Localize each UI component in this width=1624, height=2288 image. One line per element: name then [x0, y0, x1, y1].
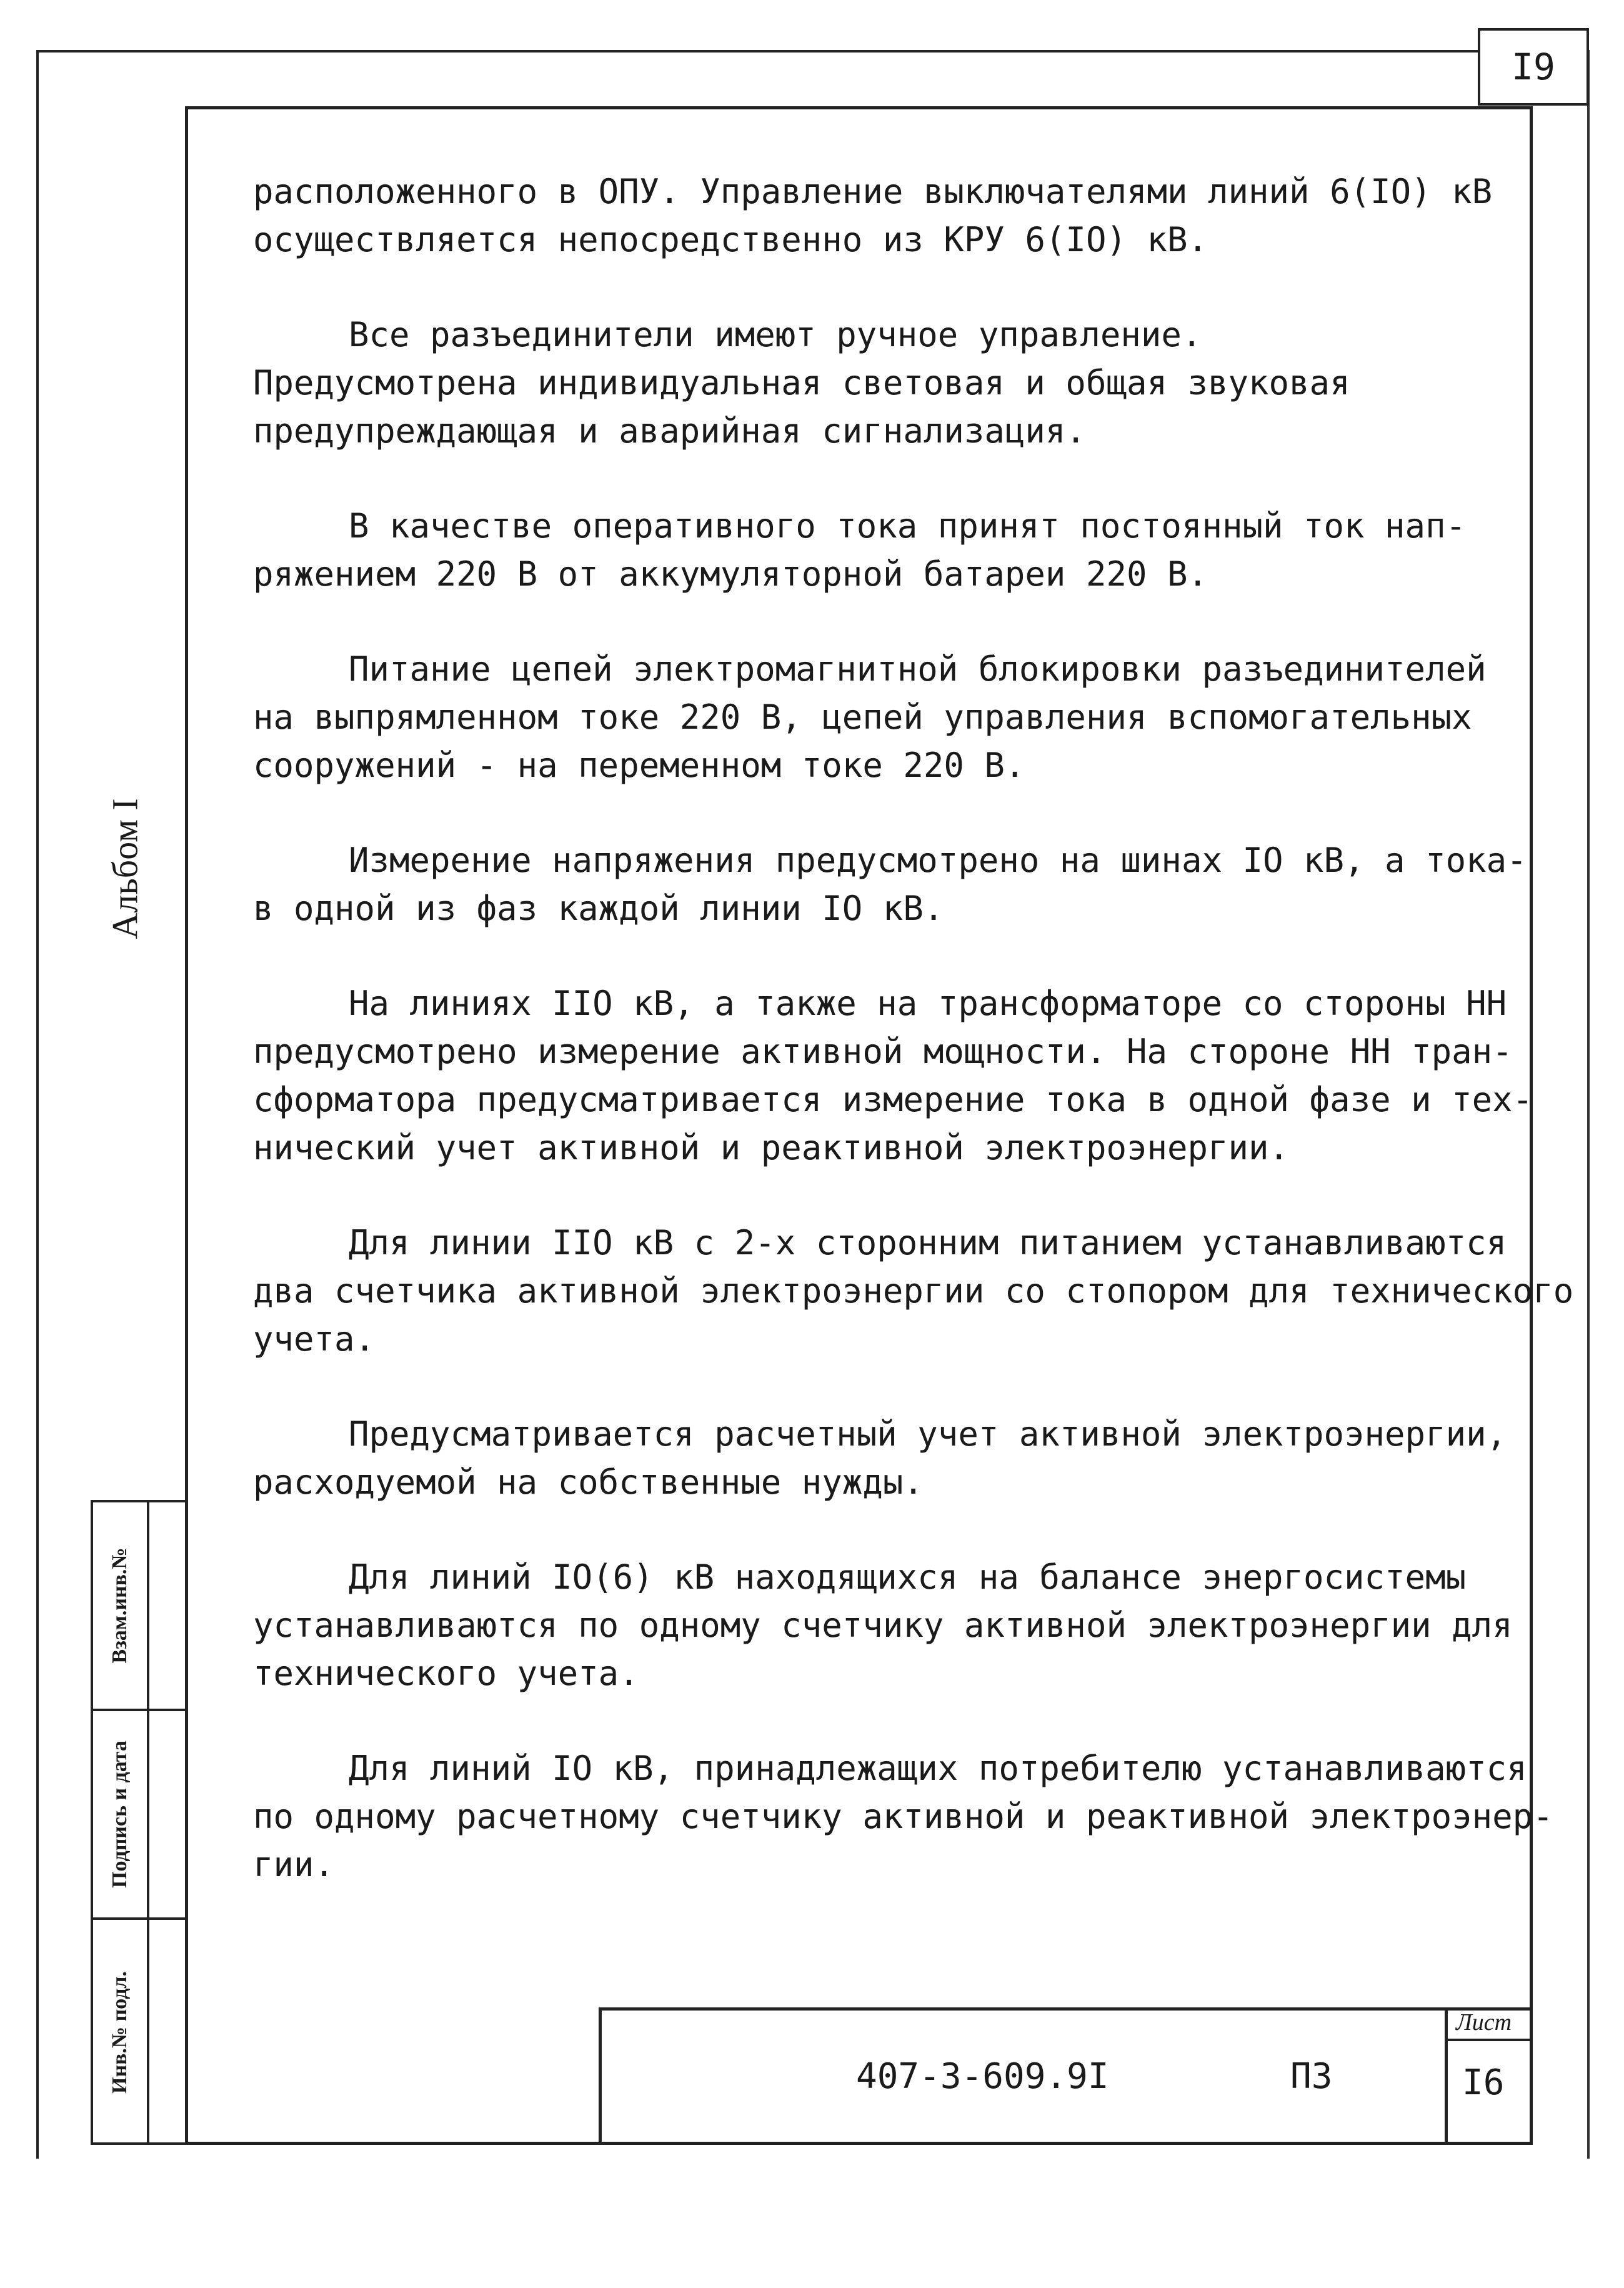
page-number: I9 [1478, 28, 1589, 106]
text-line: в одной из фаз каждой линии IО кВ. [253, 889, 944, 928]
text-line: учета. [253, 1319, 376, 1359]
document-body [253, 167, 1574, 1936]
text-line: Все разъединители имеют ручное управление. [349, 315, 1202, 354]
text-line: гии. [253, 1845, 335, 1884]
stamp-column [91, 1500, 185, 2145]
stamp-cell-original-inventory: Инв.№ подл. [108, 1971, 131, 2094]
text-line: сформатора предусматривается измерение тока в одной фазе и тех- [253, 1080, 1533, 1119]
paragraph [253, 1410, 1507, 1506]
paragraph [253, 1553, 1513, 1697]
text-line: Для линий IО(6) кВ находящихся на балансе энергосистемы [349, 1557, 1467, 1597]
stamp-cell-signature-date: Подпись и дата [108, 1741, 131, 1888]
album-label: Альбом I [104, 798, 146, 939]
text-line: нический учет активной и реактивной электроэнергии. [253, 1128, 1290, 1167]
stamp-cell-replacement: Взам.инв.№ [108, 1547, 131, 1664]
text-line: устанавливаются по одному счетчику активной электроэнергии для [253, 1606, 1513, 1645]
paragraph [253, 502, 1503, 598]
text-line: Предусматривается расчетный учет активной электроэнергии, [349, 1414, 1507, 1454]
text-line: предусмотрено измерение активной мощности. На стороне НН тран- [253, 1032, 1513, 1071]
text-line: сооружений - на переменном токе 220 В. [253, 746, 1025, 785]
sheet-number: I6 [1462, 2062, 1505, 2103]
text-line: ряжением 220 В от аккумуляторной батареи 220 В. [253, 554, 1208, 594]
text-line: осуществляется непосредственно из КРУ 6(IО) кВ. [253, 220, 1208, 259]
text-line: технического учета. [253, 1654, 639, 1693]
paragraph [253, 979, 1533, 1172]
text-line: расположенного в ОПУ. Управление выключателями линий 6(IО) кВ [253, 172, 1493, 211]
text-line: на выпрямленном токе 220 В, цепей управления вспомогательных [253, 697, 1472, 737]
document-code: 407-3-609.9I [856, 2056, 1109, 2097]
paragraph [253, 836, 1527, 932]
sheet-label: Лист [1456, 2009, 1512, 2036]
text-line: расходуемой на собственные нужды. [253, 1462, 924, 1502]
text-line: Для линий IО кВ, принадлежащих потребителю устанавливаются [349, 1749, 1527, 1788]
text-line: В качестве оперативного тока принят постоянный ток нап- [349, 506, 1467, 546]
text-line: Измерение напряжения предусмотрено на шинах IО кВ, а тока- [349, 841, 1527, 880]
text-line: по одному расчетному счетчику активной и реактивной электроэнер- [253, 1797, 1553, 1836]
text-line: Питание цепей электромагнитной блокировки разъединителей [349, 649, 1487, 689]
text-line: два счетчика активной электроэнергии со стопором для технического [253, 1271, 1574, 1311]
text-line: Предусмотрена индивидуальная световая и общая звуковая [253, 363, 1350, 402]
paragraph [253, 1219, 1574, 1363]
paragraph [253, 167, 1503, 264]
text-line: предупреждающая и аварийная сигнализация. [253, 411, 1086, 451]
document-type: ПЗ [1290, 2056, 1333, 2097]
paragraph [253, 645, 1503, 789]
paragraph [253, 1744, 1553, 1889]
text-line: На линиях IIО кВ, а также на трансформаторе со стороны НН [349, 984, 1507, 1023]
paragraph [253, 311, 1503, 455]
text-line: Для линии IIО кВ с 2-х сторонним питанием устанавливаются [349, 1223, 1507, 1262]
